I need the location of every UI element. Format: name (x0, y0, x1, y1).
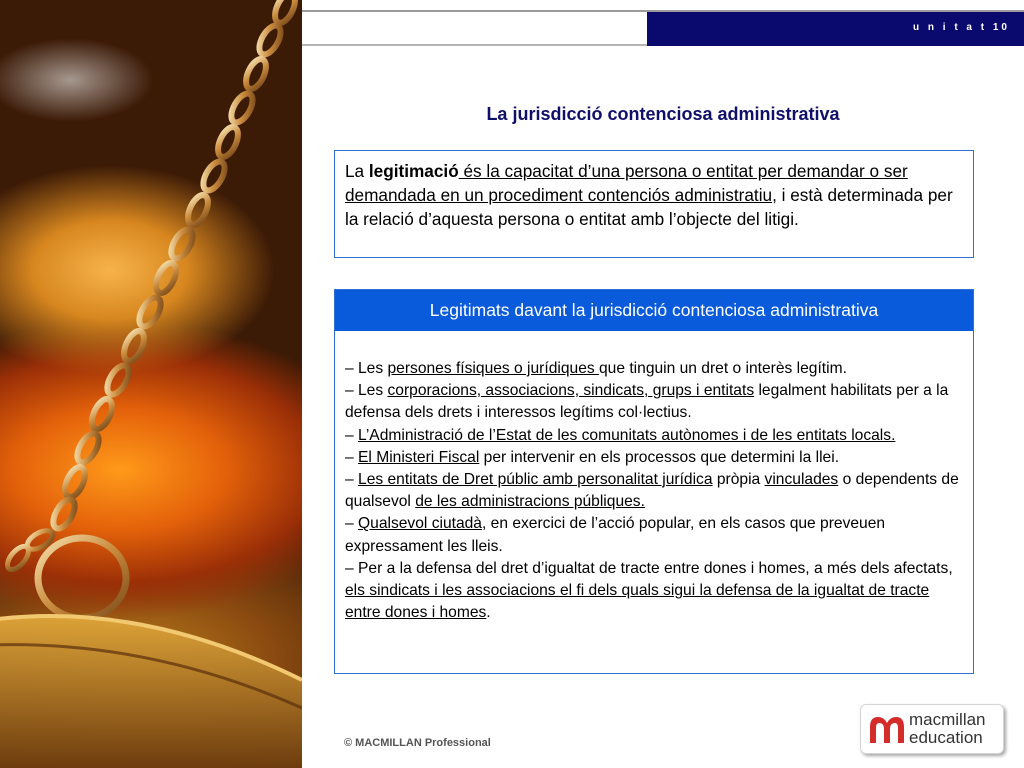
item-text: , en exercici de l’acció popular, en els casos que preveuen expressament les lleis. (345, 515, 886, 555)
list-item (345, 513, 963, 557)
item-text: – (345, 448, 359, 466)
item-text: – Les (345, 382, 388, 400)
logo-wordmark (909, 711, 986, 747)
item-underlined: L’Administració de l’Estat de les comunitats autònomes i de les entitats locals. (358, 426, 896, 444)
item-text: – (345, 471, 359, 489)
legitimats-list (335, 331, 973, 624)
list-item (345, 447, 963, 469)
item-underlined: Les entitats de Dret públic amb personalitat jurídica (358, 471, 713, 489)
decorative-scale-image (0, 0, 302, 768)
item-text: per intervenir en els processos que determini la llei. (479, 448, 840, 466)
item-text: – (345, 426, 359, 444)
item-text: o dependents de qualsevol (345, 471, 959, 511)
item-underlined: vinculades (764, 471, 839, 489)
item-underlined: persones físiques o jurídiques (387, 360, 599, 377)
legitimats-heading: Legitimats davant la jurisdicció contenciosa administrativa (335, 290, 973, 331)
list-item (345, 469, 963, 513)
definition-box (334, 150, 974, 258)
definition-text-end: , i està determinada per la relació d’aquesta persona o entitat amb l’objecte del litigi. (345, 185, 953, 229)
logo-line-2: education (909, 728, 983, 747)
page-title: La jurisdicció contenciosa administrativa (486, 104, 840, 124)
list-item (345, 358, 963, 380)
list-item (345, 425, 963, 447)
item-underlined: Qualsevol ciutadà (358, 515, 482, 533)
item-text: . (486, 604, 491, 622)
item-underlined: de les administracions públiques. (415, 493, 645, 511)
legitimats-box (334, 289, 974, 674)
logo-line-1: macmillan (909, 710, 986, 729)
header-unit-bar (647, 12, 1024, 46)
copyright-text: © MACMILLAN Professional (344, 737, 491, 749)
item-text: – (345, 515, 359, 533)
item-underlined: corporacions, associacions, sindicats, grups i entitats (387, 382, 755, 400)
item-text: pròpia (712, 471, 765, 489)
macmillan-m-icon (868, 713, 906, 745)
header-left-bar (302, 12, 647, 46)
list-item (345, 558, 963, 625)
chain-illustration (0, 0, 302, 768)
definition-keyword: legitimació (368, 161, 459, 181)
definition-underlined: és la capacitat d’una persona o entitat per demandar o ser demandada en un procediment contenciós administratiu (345, 161, 908, 205)
macmillan-logo (860, 704, 1004, 754)
item-underlined: El Ministeri Fiscal (358, 448, 480, 466)
item-text: que tinguin un dret o interès legítim. (599, 360, 847, 377)
unit-label: u n i t a t 10 (912, 22, 1010, 33)
item-text: – Les (345, 360, 388, 377)
item-text: legalment habilitats per a la defensa dels drets i interessos legítims col·lectius. (345, 382, 949, 422)
item-underlined: els sindicats i les associacions el fi dels quals sigui la defensa de la igualtat de tracte entre dones i homes (345, 582, 930, 622)
definition-text-start: La (345, 161, 369, 181)
item-text: – Per a la defensa del dret d’igualtat de tracte entre dones i homes, a més dels afectats, (345, 559, 953, 577)
list-item (345, 380, 963, 424)
